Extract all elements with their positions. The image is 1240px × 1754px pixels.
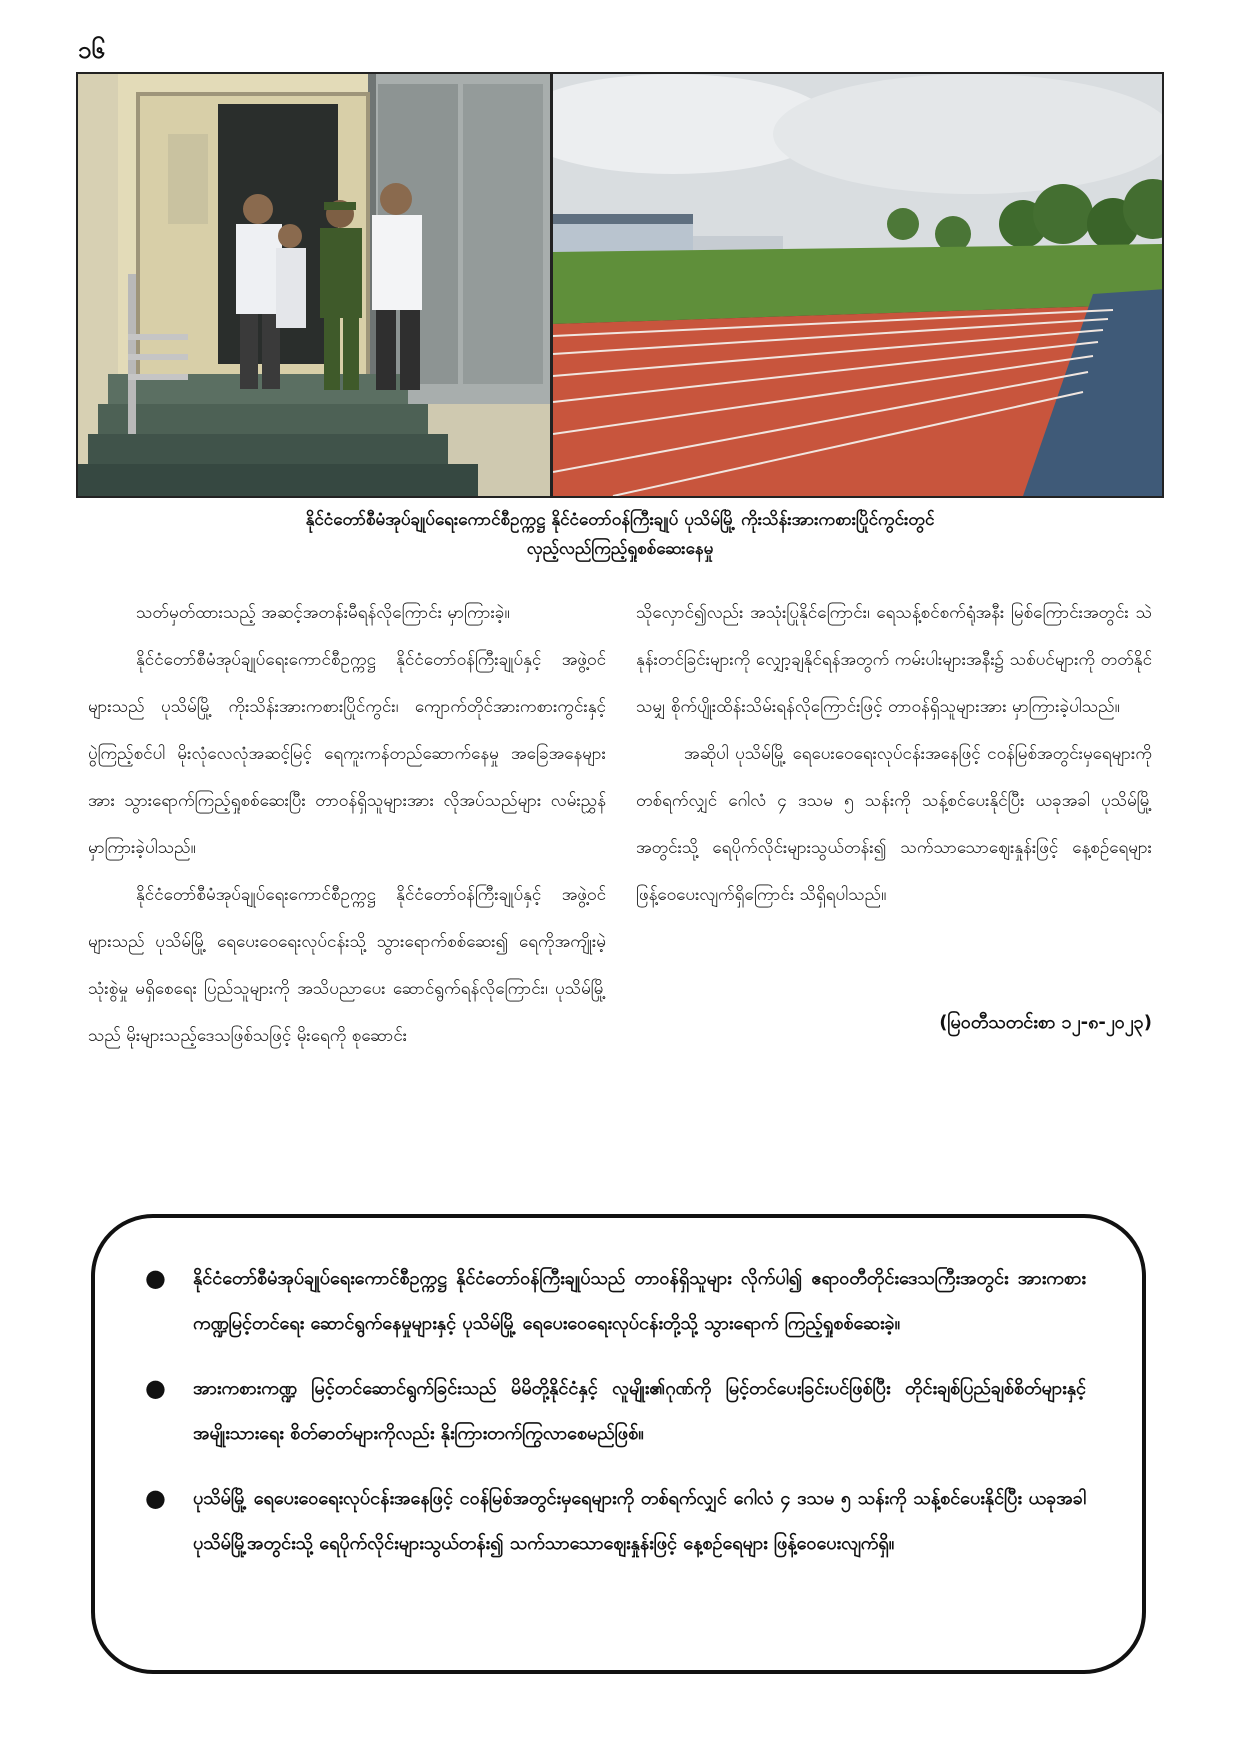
bullet-icon: ● [145, 1484, 166, 1512]
photo-running-track [553, 74, 1162, 496]
summary-text: နိုင်ငံတော်စီမံအုပ်ချုပ်ရေးကောင်စီဥက္ကဋ္ဌ နိုင်ငံတော်ဝန်ကြီးချုပ်သည် တာဝန်ရှိသူများ လိုက်ပါ၍ ဧရာဝတီတိုင်းဒေသကြီးအတွင်း အားကစားကဏ္ဍမြင့်တင်ရေး ဆောင်ရွက်နေမှုများနှင့် ပုသိမ်မြို့ ရေပေးဝေရေးလုပ်ငန်းတို့သို့ သွားရောက် ကြည့်ရှုစစ်ဆေးခဲ့။ [193, 1268, 1086, 1334]
photo-officials-at-building [78, 74, 550, 496]
summary-item [145, 1476, 1086, 1566]
summary-item [145, 1366, 1086, 1456]
page-number: ၁၆ [78, 36, 105, 64]
summary-box [91, 1214, 1146, 1674]
summary-text: ပုသိမ်မြို့ ရေပေးဝေရေးလုပ်ငန်းအနေဖြင့် ငဝန်မြစ်အတွင်းမှရေများကို တစ်ရက်လျှင် ဂေါလံ ၄ ဒသမ ၅ သန်းကို သန့်စင်ပေးနိုင်ပြီး ယခုအခါ ပုသိမ်မြို့အတွင်းသို့ ရေပိုက်လိုင်းများသွယ်တန်း၍ သက်သာသောဈေးနှုန်းဖြင့် နေ့စဉ်ရေများ ဖြန့်ဝေပေးလျက်ရှိ။ [193, 1488, 1086, 1554]
article-column-left [88, 590, 606, 1060]
article-column-right [636, 590, 1152, 919]
article-paragraph: နိုင်ငံတော်စီမံအုပ်ချုပ်ရေးကောင်စီဥက္ကဋ္ဌ နိုင်ငံတော်ဝန်ကြီးချုပ်နှင့် အဖွဲ့ဝင်များသည် ပုသိမ်မြို့ ရေပေးဝေရေးလုပ်ငန်းသို့ သွားရောက်စစ်ဆေး၍ ရေကိုအကျိုးမဲ့ သုံးစွဲမှု မရှိစေရေး ပြည်သူများကို အသိပညာပေး ဆောင်ရွက်ရန်လိုကြောင်း၊ ပုသိမ်မြို့သည် မိုးများသည့်ဒေသဖြစ်သဖြင့် မိုးရေကို စုဆောင်း [88, 885, 606, 1046]
bullet-icon: ● [145, 1374, 166, 1402]
article-paragraph: သိုလှောင်၍လည်း အသုံးပြုနိုင်ကြောင်း၊ ရေသန့်စင်စက်ရုံအနီး မြစ်ကြောင်းအတွင်း သဲနုန်းတင်ခြင်းများကို လျှော့ချနိုင်ရန်အတွက် ကမ်းပါးများအနီး၌ သစ်ပင်များကို တတ်နိုင်သမျှ စိုက်ပျိုးထိန်းသိမ်းရန်လိုကြောင်းဖြင့် တာဝန်ရှိသူများအား မှာကြားခဲ့ပါသည်။ [636, 603, 1152, 717]
photo-frame [76, 72, 1164, 498]
caption-line-2: လှည့်လည်ကြည့်ရှုစစ်ဆေးနေမှု [526, 539, 714, 559]
photo-caption [76, 506, 1164, 564]
bullet-icon: ● [145, 1264, 166, 1292]
article-source: (မြဝတီသတင်းစာ ၁၂-၈-၂၀၂၃) [939, 1012, 1152, 1033]
summary-text: အားကစားကဏ္ဍ မြင့်တင်ဆောင်ရွက်ခြင်းသည် မိမိတို့နိုင်ငံနှင့် လူမျိုး၏ဂုဏ်ကို မြင့်တင်ပေးခြင်းပင်ဖြစ်ပြီး တိုင်းချစ်ပြည်ချစ်စိတ်များနှင့် အမျိုးသားရေး စိတ်ဓာတ်များကိုလည်း နိုးကြားတက်ကြွလာစေမည်ဖြစ်။ [193, 1378, 1086, 1444]
article-paragraph: နိုင်ငံတော်စီမံအုပ်ချုပ်ရေးကောင်စီဥက္ကဋ္ဌ နိုင်ငံတော်ဝန်ကြီးချုပ်နှင့် အဖွဲ့ဝင်များသည် ပုသိမ်မြို့ ကိုးသိန်းအားကစားပြိုင်ကွင်း၊ ကျောက်တိုင်အားကစားကွင်းနှင့် ပွဲကြည့်စင်ပါ မိုးလုံလေလုံအဆင့်မြင့် ရေကူးကန်တည်ဆောက်နေမှု အခြေအနေများအား သွားရောက်ကြည့်ရှုစစ်ဆေးပြီး တာဝန်ရှိသူများအား လိုအပ်သည်များ လမ်းညွှန်မှာကြားခဲ့ပါသည်။ [88, 650, 606, 858]
article-paragraph: အဆိုပါ ပုသိမ်မြို့ ရေပေးဝေရေးလုပ်ငန်းအနေဖြင့် ငဝန်မြစ်အတွင်းမှရေများကို တစ်ရက်လျှင် ဂေါလံ ၄ ဒသမ ၅ သန်းကို သန့်စင်ပေးနိုင်ပြီး ယခုအခါ ပုသိမ်မြို့ အတွင်းသို့ ရေပိုက်လိုင်းများသွယ်တန်း၍ သက်သာသောဈေးနှုန်းဖြင့် နေ့စဉ်ရေများ ဖြန့်ဝေပေးလျက်ရှိကြောင်း သိရှိရပါသည်။ [636, 744, 1152, 905]
article-paragraph: သတ်မှတ်ထားသည့် အဆင့်အတန်းမီရန်လိုကြောင်း မှာကြားခဲ့။ [136, 603, 510, 623]
track-photo-illustration [553, 74, 1162, 496]
officials-photo-illustration [78, 74, 550, 496]
caption-line-1: နိုင်ငံတော်စီမံအုပ်ချုပ်ရေးကောင်စီဥက္ကဋ္ဌ နိုင်ငံတော်ဝန်ကြီးချုပ် ပုသိမ်မြို့ ကိုးသိန်းအားကစားပြိုင်ကွင်းတွင် [305, 510, 935, 530]
summary-item [145, 1256, 1086, 1346]
